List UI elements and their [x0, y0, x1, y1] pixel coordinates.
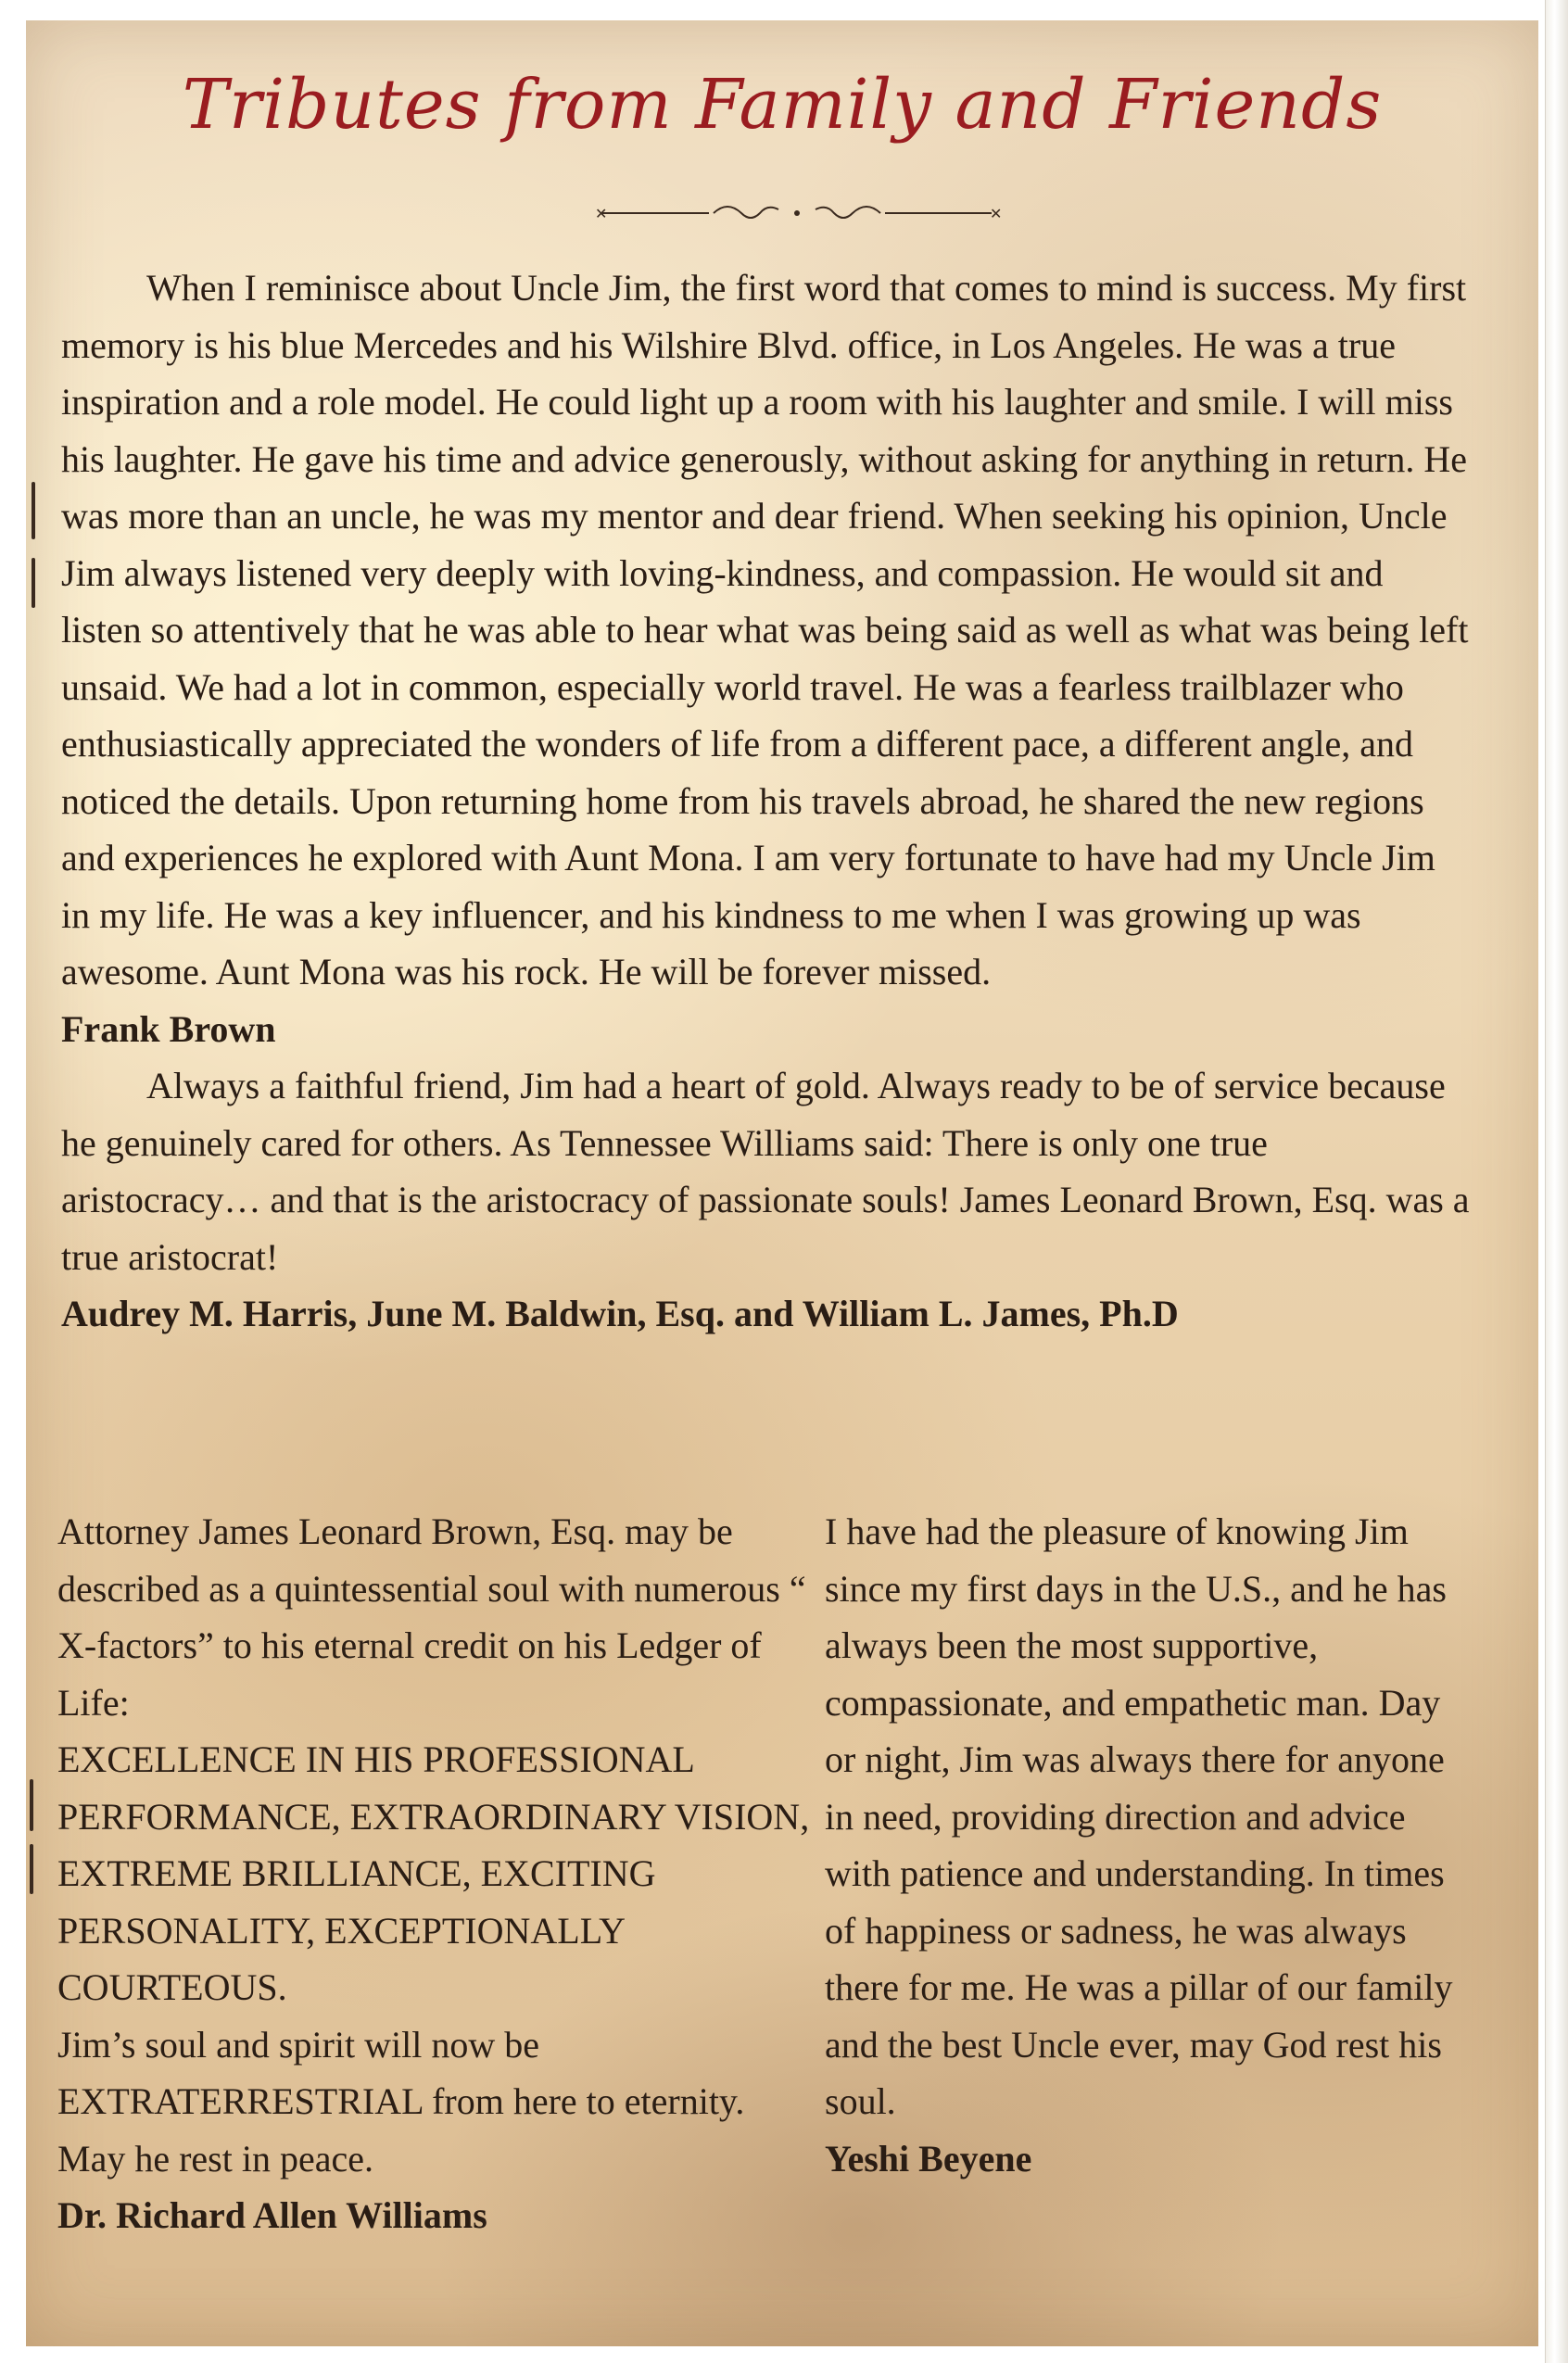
page-title: Tributes from Family and Friends [182, 65, 1383, 145]
tribute-beyene [825, 1503, 1464, 2187]
tribute-beyene-text: I have had the pleasure of knowing Jim since my first days in the U.S., and he has always been the most supportive, compassionate, and empathetic man. Day or night, Jim was always there for anyone in need, providing direction and advice with patience and understanding. In times of happiness or sadness, he was always there for me. He was a pillar of our family and the best Uncle ever, may God rest his soul. [825, 1510, 1453, 2122]
page-edge [1545, 0, 1568, 2363]
tribute-williams-closing: Jim’s soul and spirit will now be EXTRATERRESTRIAL from here to eternity. May he rest in peace. [57, 2023, 745, 2180]
margin-mark [32, 558, 35, 608]
tribute-williams-author: Dr. Richard Allen Williams [57, 2194, 487, 2236]
tribute-group-text: Always a faithful friend, Jim had a heart of gold. Always ready to be of service because he genuinely cared for others. As Tennessee Williams said: There is only one true aristocracy… and that is the aristocracy of passionate souls! James Leonard Brown, Esq. was a true aristocrat! [61, 1065, 1470, 1278]
tribute-group-author: Audrey M. Harris, June M. Baldwin, Esq. and William L. James, Ph.D [61, 1293, 1179, 1334]
tribute-frank-author: Frank Brown [61, 1007, 276, 1050]
tribute-beyene-author: Yeshi Beyene [825, 2137, 1032, 2180]
memorial-page [26, 20, 1538, 2346]
tribute-frank-text: When I reminisce about Uncle Jim, the first word that comes to mind is success. My first memory is his blue Mercedes and his Wilshire Blvd. office, in Los Angeles. He was a true inspiration and a role model. He could light up a room with his laughter and smile. I will miss his laughter. He gave his time and advice generously, without asking for anything in return. He was more than an uncle, he was my mentor and dear friend. When seeking his opinion, Uncle Jim always listened very deeply with loving-kindness, and compassion. He would sit and listen so attentively that he was able to hear what was being said as well as what was being left unsaid. We had a lot in common, especially world travel. He was a fearless trailblazer who enthusiastically appreciated the wonders of life from a different pace, a different angle, and noticed the details. Upon returning home from his travels abroad, he shared the new regions and experiences he explored with Aunt Mona. I am very fortunate to have had my Uncle Jim in my life. He was a key influencer, and his kindness to me when I was growing up was awesome. Aunt Mona was his rock. He will be forever missed. [61, 267, 1469, 992]
tributes-main [61, 259, 1470, 1343]
svg-text:✕: ✕ [990, 205, 1003, 222]
ornamental-divider [575, 195, 1019, 232]
margin-mark [30, 1779, 33, 1831]
margin-mark [30, 1844, 33, 1894]
tribute-williams-qualities: EXCELLENCE IN HIS PROFESSIONAL PERFORMANCE, EXTRAORDINARY VISION, EXTREME BRILLIANCE, EXCITING PERSONALITY, EXCEPTIONALLY COURTEOUS. [57, 1738, 810, 2008]
tribute-williams [57, 1503, 817, 2244]
margin-mark [32, 482, 35, 539]
tribute-williams-intro: Attorney James Leonard Brown, Esq. may be described as a quintessential soul with numerous “ X-factors” to his eternal credit on his Ledger of Life: [57, 1510, 806, 1724]
svg-text:✕: ✕ [595, 205, 608, 222]
